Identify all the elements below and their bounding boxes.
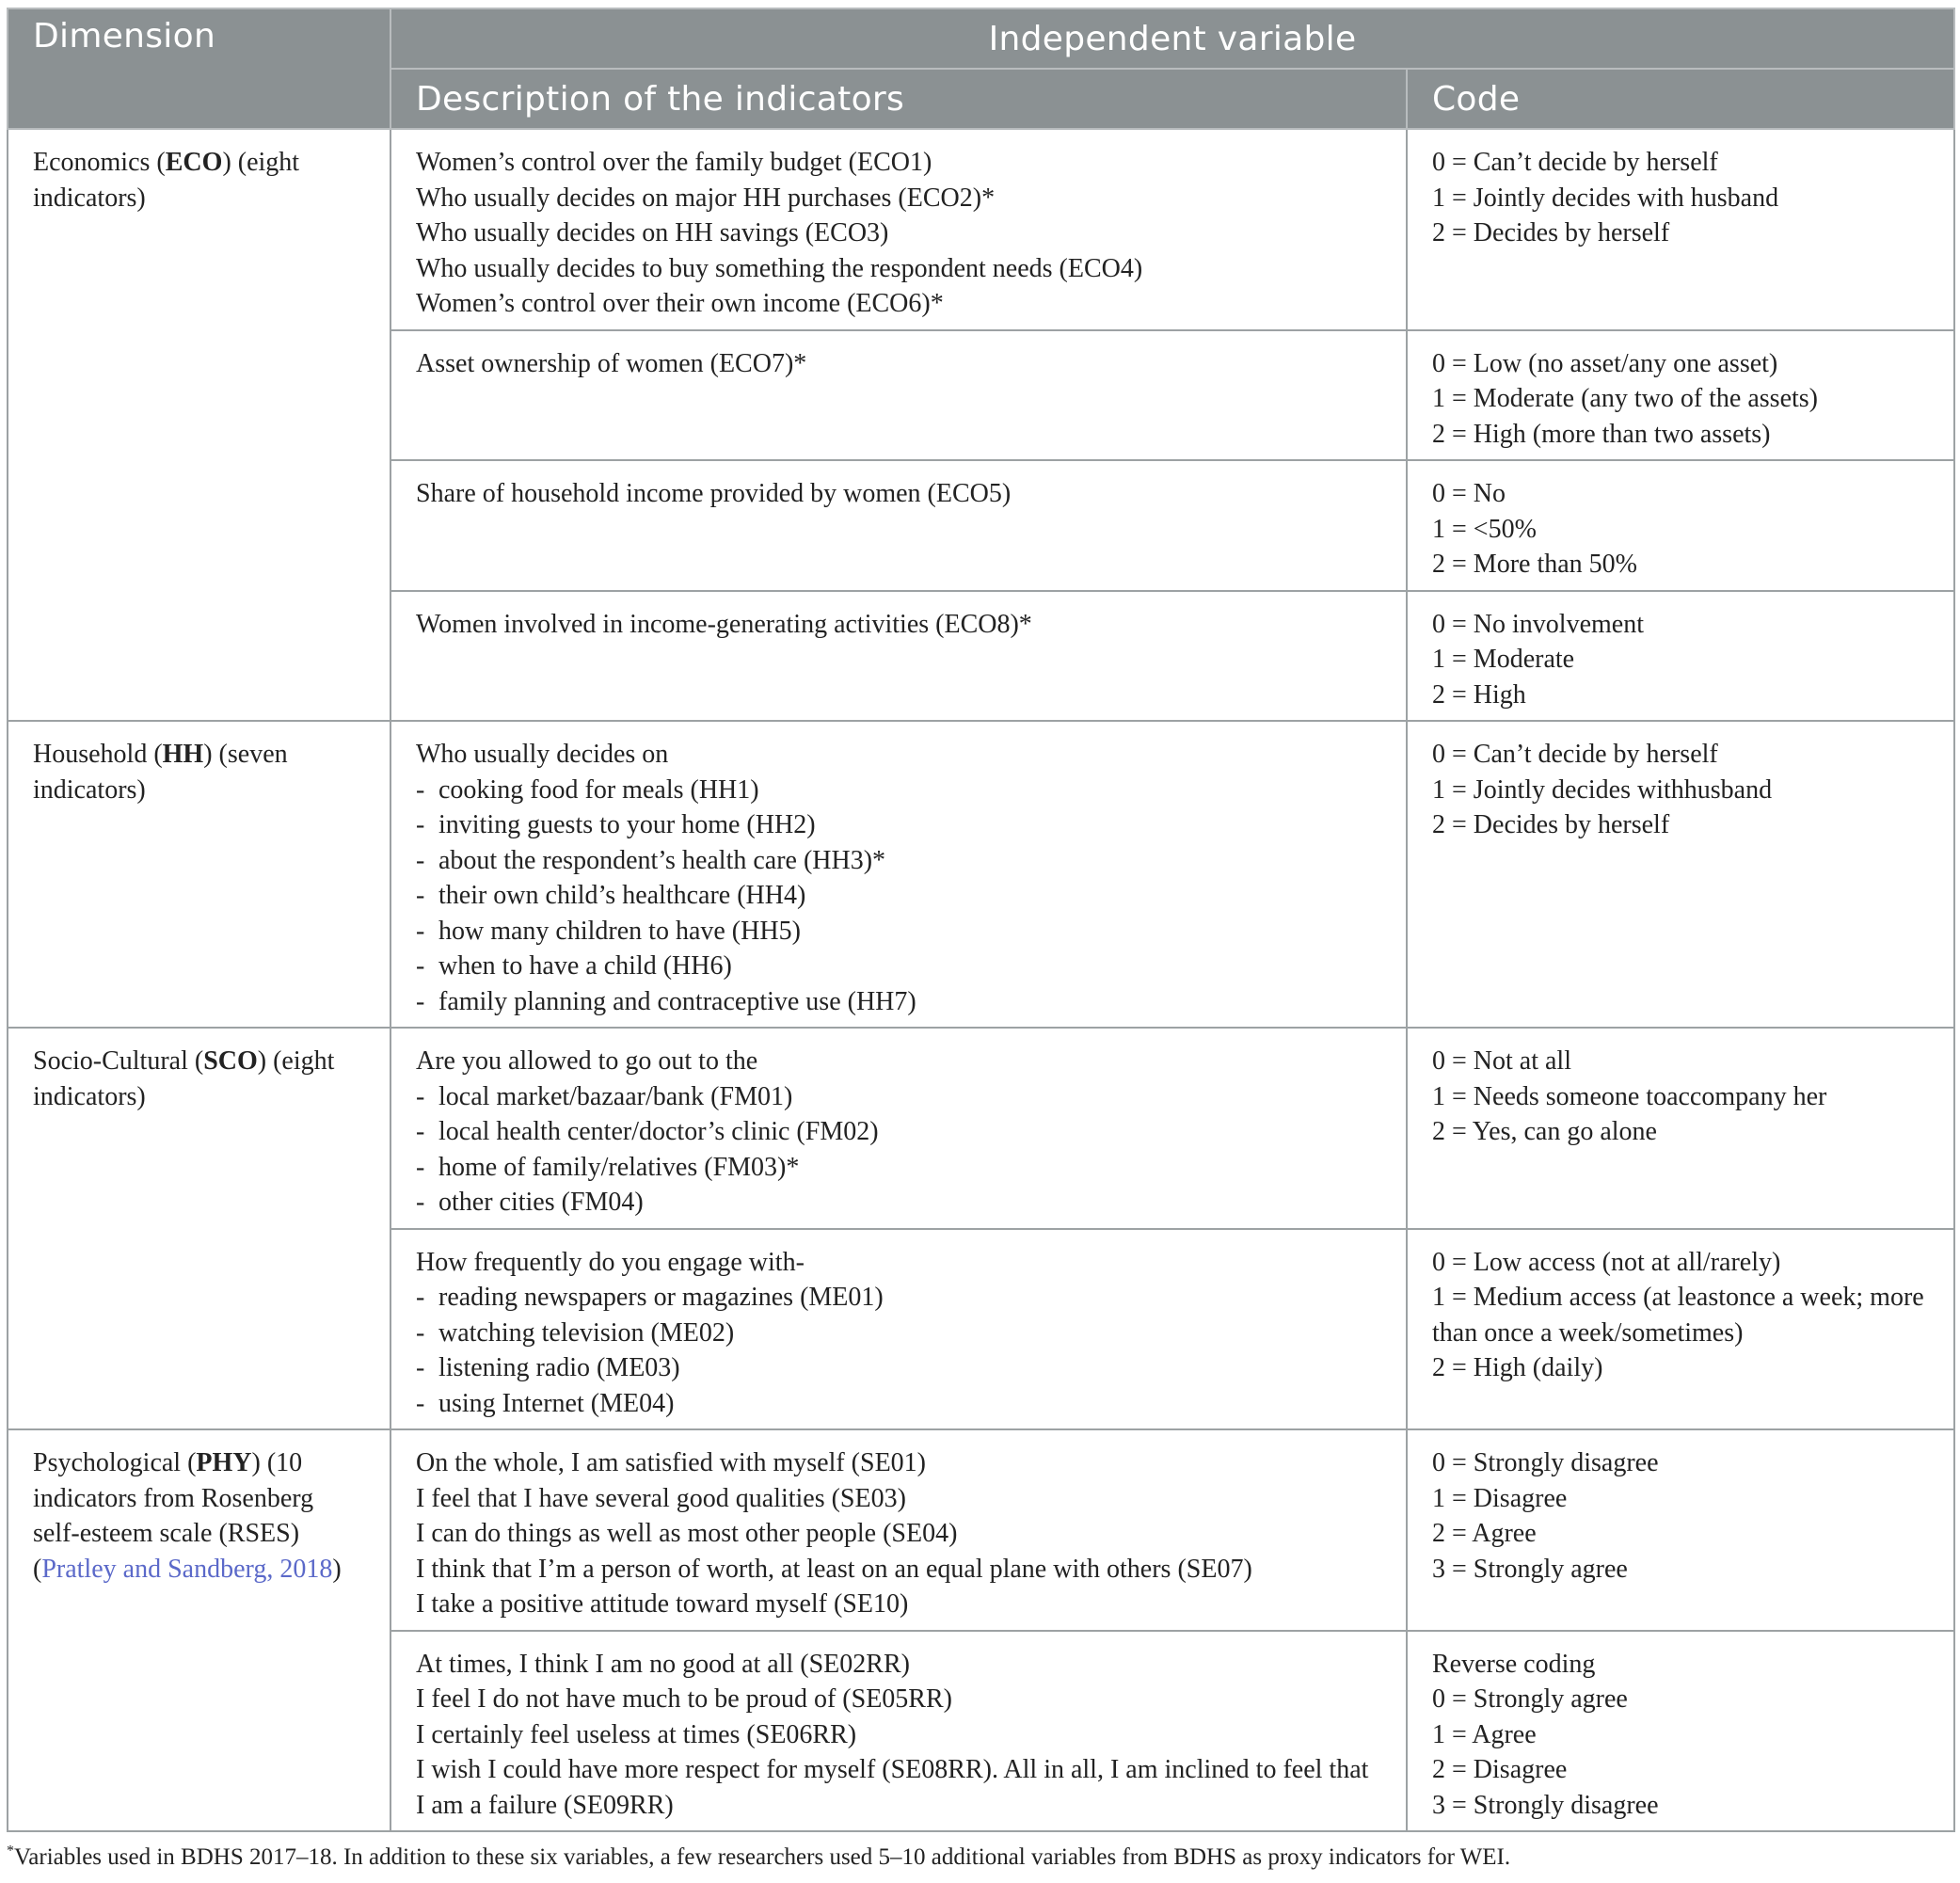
header-row-1 [8, 8, 1954, 69]
code-cell: 0 = Can’t decide by herself 1 = Jointly decides withhusband 2 = Decides by herself [1407, 721, 1954, 1028]
table-row [8, 1429, 1954, 1631]
description-cell: Asset ownership of women (ECO7)* [390, 330, 1407, 461]
code-cell: 0 = Not at all 1 = Needs someone toaccompany her 2 = Yes, can go alone [1407, 1028, 1954, 1229]
code-cell: 0 = Low (no asset/any one asset) 1 = Moderate (any two of the assets) 2 = High (more than two assets) [1407, 330, 1954, 461]
dimension-cell-hh: Household (HH) (seven indicators) [8, 721, 390, 1028]
code-cell: 0 = Low access (not at all/rarely) 1 = Medium access (at leastonce a week; more than once a week/sometimes) 2 = High (daily) [1407, 1229, 1954, 1430]
description-cell: Women’s control over the family budget (ECO1) Who usually decides on major HH purchases (ECO2)* Who usually decides on HH savings (ECO3) Who usually decides to buy something the respondent needs (ECO4) Women’s control over their own income (ECO6)* [390, 129, 1407, 330]
list-item: - their own child’s healthcare (HH4) [416, 881, 806, 910]
footnote-mark: * [7, 1843, 14, 1859]
table-row [8, 721, 1954, 1028]
indicator-table [7, 8, 1955, 1832]
description-cell: Are you allowed to go out to the - local market/bazaar/bank (FM01) - local health center/doctor’s clinic (FM02) - home of family/relatives (FM03)* - other cities (FM04) [390, 1028, 1407, 1229]
dimension-abbr: SCO [203, 1046, 258, 1076]
list-item: - when to have a child (HH6) [416, 951, 732, 981]
dimension-abbr: PHY [196, 1448, 252, 1477]
list-item: - cooking food for meals (HH1) [416, 774, 759, 805]
list-item: - inviting guests to your home (HH2) [416, 810, 816, 839]
table-row [8, 1028, 1954, 1229]
list-item: - other cities (FM04) [416, 1188, 644, 1217]
dimension-abbr: ECO [165, 148, 223, 177]
header-description: Description of the indicators [390, 69, 1407, 129]
list-item: - reading newspapers or magazines (ME01) [416, 1283, 884, 1312]
list-item: - watching television (ME02) [416, 1317, 735, 1348]
indicator-table-wrapper [7, 8, 1953, 1832]
list-item: - family planning and contraceptive use (HH7) [416, 986, 916, 1016]
description-cell: At times, I think I am no good at all (SE02RR) I feel I do not have much to be proud of (SE05RR) I certainly feel useless at times (SE06RR) I wish I could have more respect for myself (SE08RR). All in all, I am inclined to feel that I am a failure (SE09RR) [390, 1631, 1407, 1832]
description-cell: How frequently do you engage with- - reading newspapers or magazines (ME01) - watching television (ME02) - listening radio (ME03) - using Internet (ME04) [390, 1229, 1407, 1430]
code-cell: 0 = No 1 = <50% 2 = More than 50% [1407, 460, 1954, 591]
code-cell: 0 = Can’t decide by herself 1 = Jointly decides with husband 2 = Decides by herself [1407, 129, 1954, 330]
dimension-cell-eco: Economics (ECO) (eight indicators) [8, 129, 390, 721]
description-cell: Women involved in income-generating activities (ECO8)* [390, 591, 1407, 722]
dimension-cell-sco: Socio-Cultural (SCO) (eight indicators) [8, 1028, 390, 1429]
table-row [8, 129, 1954, 330]
list-item: - how many children to have (HH5) [416, 916, 801, 946]
table-footnote: *Variables used in BDHS 2017–18. In addition to these six variables, a few researchers used 5–10 additional variables from BDHS as proxy indicators for WEI. [7, 1843, 1511, 1870]
list-item: - home of family/relatives (FM03)* [416, 1152, 800, 1182]
description-cell: On the whole, I am satisfied with myself (SE01) I feel that I have several good qualities (SE03) I can do things as well as most other people (SE04) I think that I’m a person of worth, at least on an equal plane with others (SE07) I take a positive attitude toward myself (SE10) [390, 1429, 1407, 1631]
header-independent-variable: Independent variable [390, 8, 1954, 69]
header-code: Code [1407, 69, 1954, 129]
list-item: - using Internet (ME04) [416, 1388, 675, 1418]
description-cell: Who usually decides on - cooking food for meals (HH1) - inviting guests to your home (HH2) - about the respondent’s health care (HH3)* - their own child’s healthcare (HH4) - how many children to have (HH5) - when to have a child (HH6) - family planning and contraceptive use (HH7) [390, 721, 1407, 1028]
list-item: - local health center/doctor’s clinic (FM02) [416, 1117, 879, 1146]
header-dimension: Dimension [8, 8, 390, 129]
description-cell: Share of household income provided by women (ECO5) [390, 460, 1407, 591]
list-item: - local market/bazaar/bank (FM01) [416, 1081, 793, 1111]
citation-link[interactable]: Pratley and Sandberg, 2018 [41, 1554, 333, 1584]
list-item: - about the respondent’s health care (HH3)* [416, 845, 886, 875]
code-cell: Reverse coding 0 = Strongly agree 1 = Agree 2 = Disagree 3 = Strongly disagree [1407, 1631, 1954, 1832]
dimension-cell-phy: Psychological (PHY) (10 indicators from Rosenberg self-esteem scale (RSES) (Pratley and Sandberg, 2018) [8, 1429, 390, 1831]
list-item: - listening radio (ME03) [416, 1353, 680, 1382]
dimension-abbr: HH [162, 740, 204, 769]
code-cell: 0 = Strongly disagree 1 = Disagree 2 = Agree 3 = Strongly agree [1407, 1429, 1954, 1631]
code-cell: 0 = No involvement 1 = Moderate 2 = High [1407, 591, 1954, 722]
